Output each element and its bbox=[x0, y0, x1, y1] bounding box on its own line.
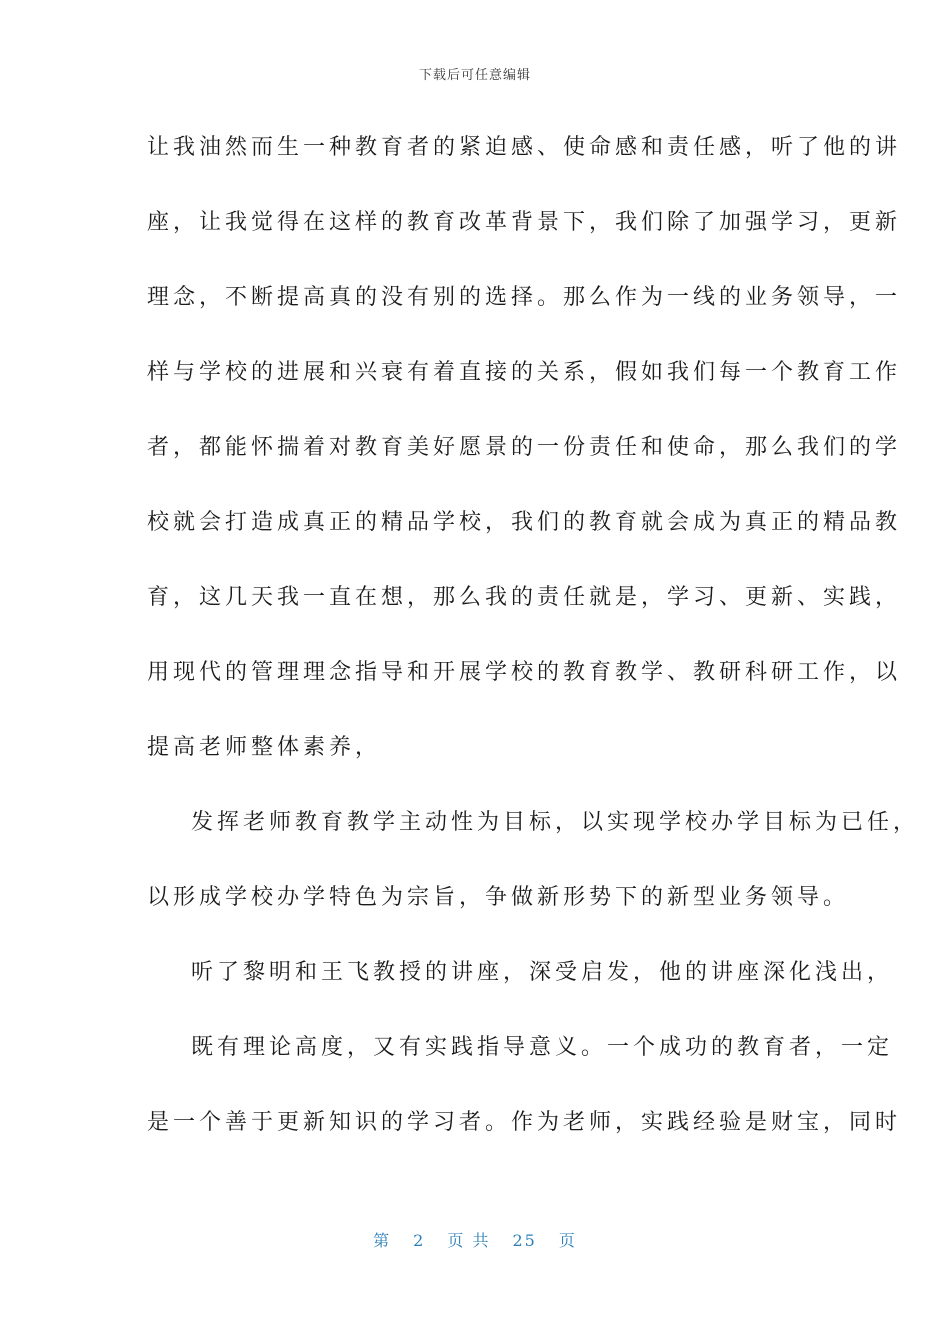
total-page-count: 25 bbox=[512, 1231, 537, 1250]
paragraph-start-line: 发挥老师教育教学主动性为目标，以实现学校办学目标为已任， bbox=[191, 810, 920, 835]
paragraph-start-line: 既有理论高度，又有实践指导意义。一个成功的教育者，一定 bbox=[191, 1035, 894, 1060]
text-line: 样与学校的进展和兴衰有着直接的关系，假如我们每一个教育工作 bbox=[147, 360, 902, 385]
text-line: 校就会打造成真正的精品学校，我们的教育就会成为真正的精品教 bbox=[147, 510, 902, 535]
body-text bbox=[147, 125, 920, 1175]
footer-prefix: 第 bbox=[373, 1231, 392, 1250]
page-footer bbox=[0, 1228, 950, 1251]
current-page-number: 2 bbox=[413, 1231, 426, 1250]
text-line: 让我油然而生一种教育者的紧迫感、使命感和责任感，听了他的讲 bbox=[147, 135, 902, 160]
footer-suffix: 页 bbox=[558, 1231, 577, 1250]
paragraph-start-line: 听了黎明和王飞教授的讲座，深受启发，他的讲座深化浅出， bbox=[191, 960, 894, 985]
text-line: 提高老师整体素养， bbox=[147, 735, 382, 760]
text-line: 理念，不断提高真的没有别的选择。那么作为一线的业务领导，一 bbox=[147, 285, 902, 310]
text-line: 育，这几天我一直在想，那么我的责任就是，学习、更新、实践， bbox=[147, 585, 902, 610]
text-line: 者，都能怀揣着对教育美好愿景的一份责任和使命，那么我们的学 bbox=[147, 435, 902, 460]
text-line: 以形成学校办学特色为宗旨，争做新形势下的新型业务领导。 bbox=[147, 885, 850, 910]
text-line: 用现代的管理理念指导和开展学校的教育教学、教研科研工作，以 bbox=[147, 660, 902, 685]
footer-middle: 页 共 bbox=[447, 1231, 491, 1250]
text-line: 是一个善于更新知识的学习者。作为老师，实践经验是财宝，同时 bbox=[147, 1110, 902, 1135]
text-line: 座，让我觉得在这样的教育改革背景下，我们除了加强学习，更新 bbox=[147, 210, 902, 235]
page-header: 下载后可任意编辑 bbox=[418, 68, 531, 83]
